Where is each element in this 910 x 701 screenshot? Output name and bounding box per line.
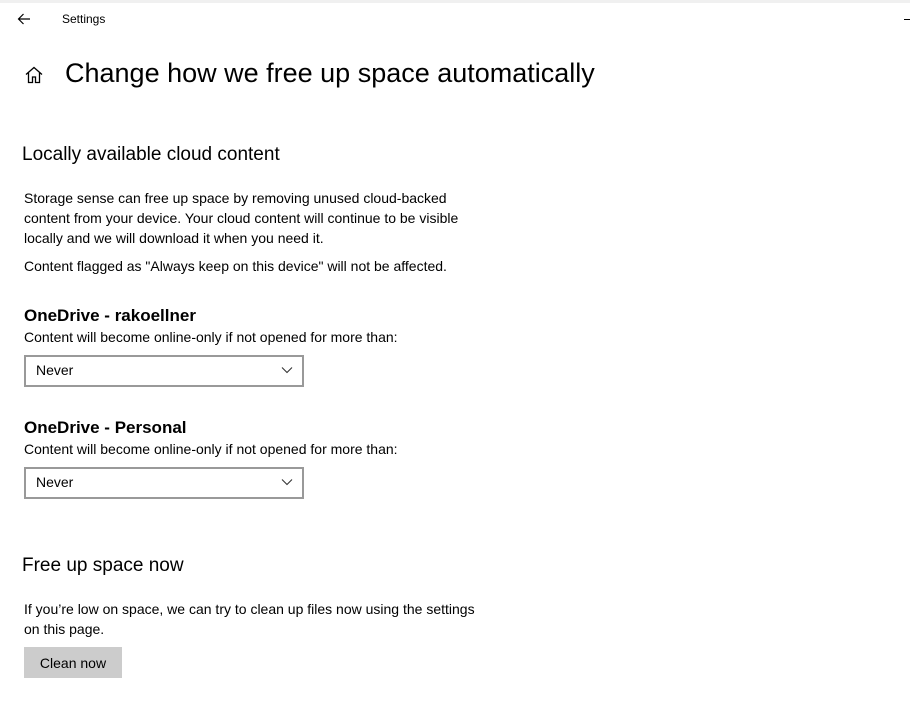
dropdown-selected-value: Never	[36, 474, 74, 490]
back-button[interactable]	[10, 7, 38, 31]
minimize-button[interactable]	[896, 9, 910, 29]
online-only-prompt: Content will become online-only if not opened for more than:	[24, 329, 398, 345]
chevron-down-icon	[281, 366, 293, 374]
free-space-heading: Free up space now	[22, 555, 184, 576]
cloud-content-heading: Locally available cloud content	[22, 144, 280, 165]
clean-now-button[interactable]: Clean now	[24, 647, 122, 678]
dropdown-selected-value: Never	[36, 362, 74, 378]
title-bar	[0, 3, 910, 35]
online-only-dropdown[interactable]	[24, 355, 304, 387]
cloud-content-description: Storage sense can free up space by removing unused cloud-backed content from your device. Your cloud content will continue to be visible locally and we will download it when you need it.	[24, 190, 459, 246]
app-title: Settings	[62, 12, 106, 26]
free-space-description: If you’re low on space, we can try to clean up files now using the settings on this page.	[24, 601, 475, 637]
online-only-dropdown[interactable]	[24, 467, 304, 499]
account-name: OneDrive - rakoellner	[24, 306, 196, 325]
online-only-prompt: Content will become online-only if not opened for more than:	[24, 441, 398, 457]
account-name: OneDrive - Personal	[24, 418, 187, 437]
page-title: Change how we free up space automatically	[65, 58, 595, 88]
back-arrow-icon	[17, 13, 31, 25]
home-icon[interactable]	[24, 65, 44, 85]
always-keep-note: Content flagged as "Always keep on this device" will not be affected.	[24, 258, 447, 274]
chevron-down-icon	[281, 478, 293, 486]
